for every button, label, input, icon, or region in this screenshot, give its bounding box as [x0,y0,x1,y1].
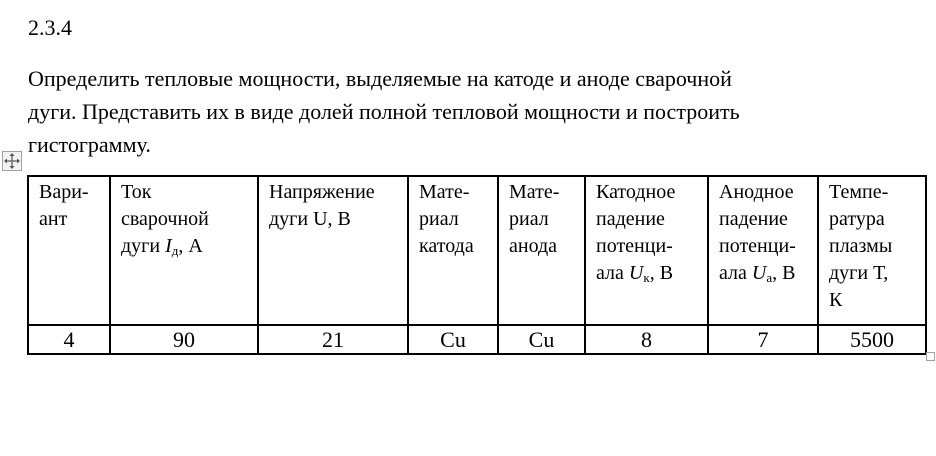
header-cathode-drop: Катодное падение потенци- ала $U_к$, В [585,176,708,325]
task-text-line: гистограмму. [28,132,151,157]
cell-cathode-material: Cu [408,325,498,354]
header-arc-voltage: Напряжение дуги U, В [258,176,408,325]
header-welding-current: Ток сварочной дуги $I_д$, А [110,176,258,325]
task-text-line: Определить тепловые мощности, выделяемые на катоде и аноде сварочной [28,66,732,91]
header-variant: Вари- ант [28,176,110,325]
cell-welding-current: 90 [110,325,258,354]
parameters-table [27,175,927,355]
task-text [28,62,908,161]
cell-anode-material: Cu [498,325,585,354]
header-cathode-material: Мате- риал катода [408,176,498,325]
cell-cathode-drop: 8 [585,325,708,354]
cell-variant: 4 [28,325,110,354]
cell-anode-drop: 7 [708,325,818,354]
header-anode-material: Мате- риал анода [498,176,585,325]
cell-arc-voltage: 21 [258,325,408,354]
cell-plasma-temperature: 5500 [818,325,926,354]
task-text-line: дуги. Представить их в виде долей полной тепловой мощности и построить [28,99,740,124]
table-header-row [28,176,926,325]
table-resize-handle[interactable] [926,352,935,361]
table-move-handle[interactable] [2,151,22,171]
header-anode-drop: Анодное падение потенци- ала $U_а$, В [708,176,818,325]
section-number: 2.3.4 [28,15,72,40]
move-arrows-icon [3,152,21,170]
table-row [28,325,926,354]
header-plasma-temperature: Темпе- ратура плазмы дуги Т, К [818,176,926,325]
